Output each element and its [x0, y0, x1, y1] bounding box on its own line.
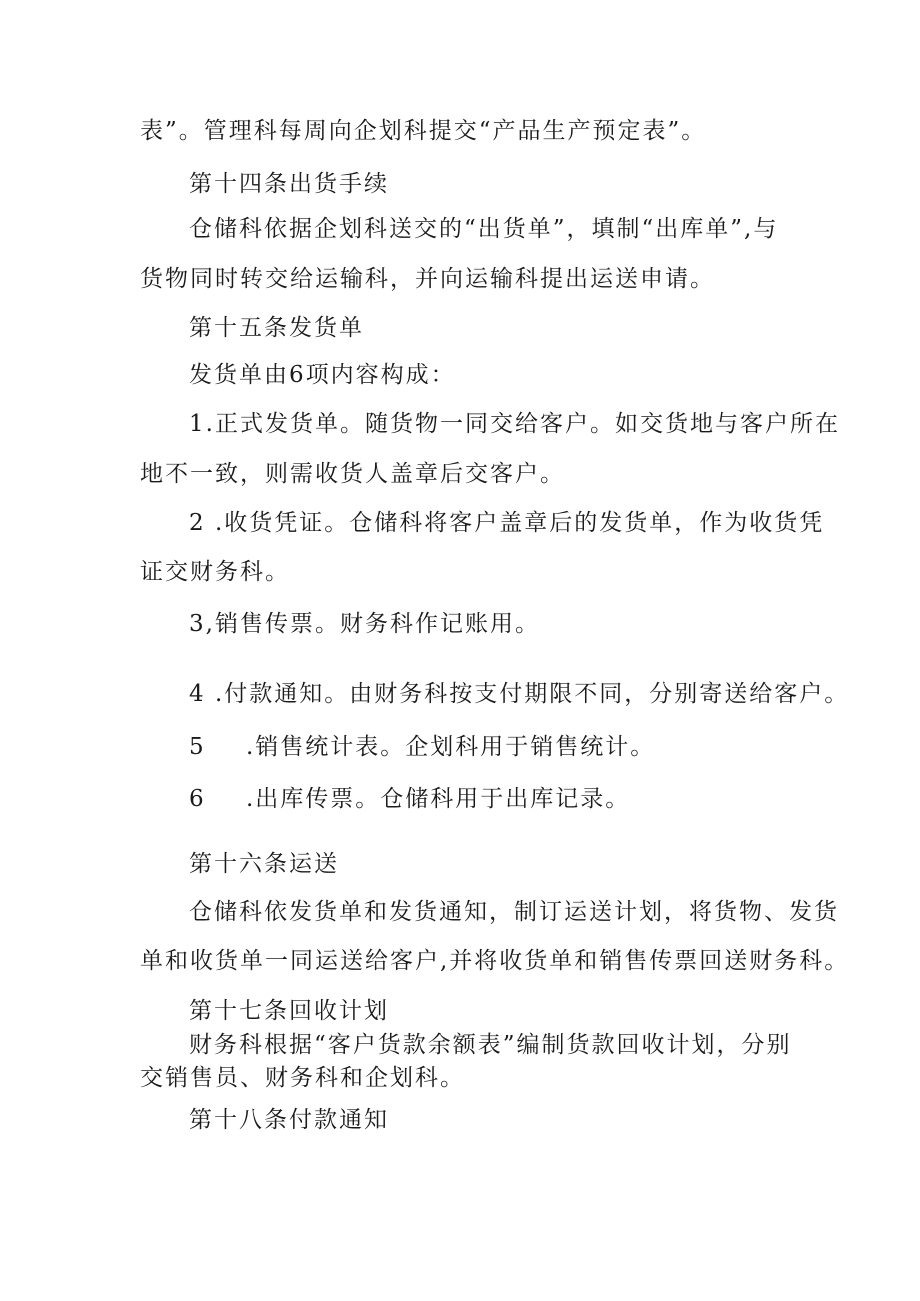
paragraph-line: 仓储科依据企划科送交的“出货单”，填制“出库单”,与: [189, 216, 779, 242]
list-item-6: .出库传票。仓储科用于出库记录。: [246, 786, 631, 812]
list-item-1-continued: 地不一致，则需收货人盖章后交客户。: [140, 461, 565, 487]
article-14-heading: 第十四条出货手续: [189, 171, 389, 197]
list-item-5-number: 5: [189, 734, 206, 760]
article-17-heading: 第十七条回收计划: [189, 998, 389, 1024]
list-item-1: 1.正式发货单。随货物一同交给客户。如交货地与客户所在: [189, 411, 840, 437]
list-item-2-continued: 证交财务科。: [140, 559, 290, 585]
list-item-6-number: 6: [189, 786, 206, 812]
paragraph-line: 仓储科依发货单和发货通知，制订运送计划，将货物、发货: [189, 899, 839, 925]
article-18-heading: 第十八条付款通知: [189, 1107, 389, 1133]
article-15-heading: 第十五条发货单: [189, 315, 364, 341]
paragraph-line: 发货单由6项内容构成：: [189, 362, 456, 388]
list-item-4: 4 .付款通知。由财务科按支付期限不同，分别寄送给客户。: [189, 681, 850, 707]
list-item-2: 2 .收货凭证。仓储科将客户盖章后的发货单，作为收货凭: [189, 510, 825, 536]
paragraph-line: 表”。管理科每周向企划科提交“产品生产预定表”。: [140, 118, 707, 144]
paragraph-line: 货物同时转交给运输科，并向运输科提出运送申请。: [140, 266, 715, 292]
list-item-5: .销售统计表。企划科用于销售统计。: [246, 734, 656, 760]
paragraph-line: 财务科根据“客户货款余额表”编制货款回收计划，分别: [189, 1032, 792, 1058]
article-16-heading: 第十六条运送: [189, 851, 339, 877]
list-item-3: 3,销售传票。财务科作记账用。: [189, 611, 540, 637]
paragraph-line: 交销售员、财务科和企划科。: [140, 1065, 465, 1091]
paragraph-line: 单和收货单一同运送给客户,并将收货单和销售传票回送财务科。: [140, 948, 850, 974]
